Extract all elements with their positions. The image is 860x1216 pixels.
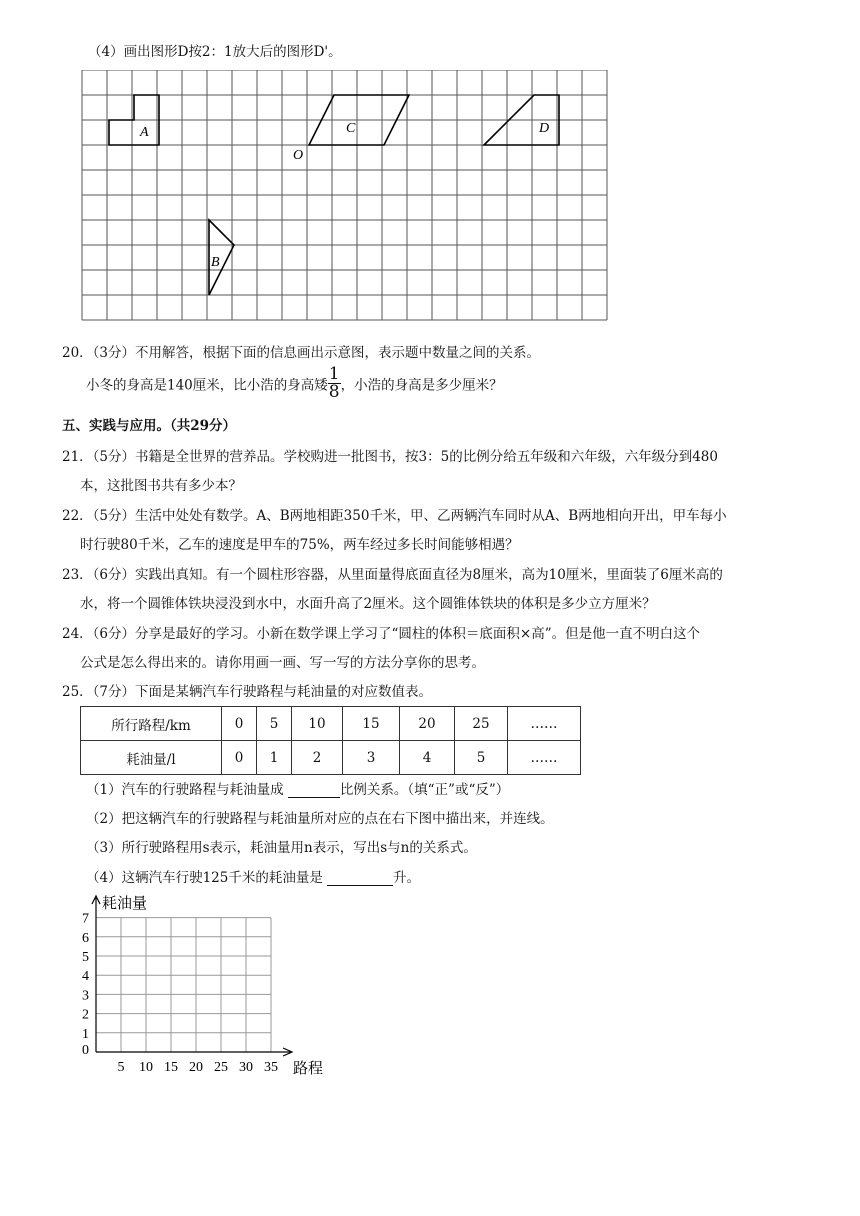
q22-line2: 时行驶80千米，乙车的速度是甲车的75%，两车经过多长时间能够相遇？: [80, 537, 519, 553]
y-tick-label: 5: [82, 950, 89, 965]
table-cell: 10: [292, 707, 343, 741]
q25-sub1: [86, 778, 509, 798]
mileage-fuel-table: [80, 706, 581, 775]
y-tick-label: 6: [82, 930, 89, 946]
y-tick-label: 3: [82, 988, 89, 1004]
y-tick-label: 7: [82, 911, 89, 927]
q20-body: [86, 366, 503, 401]
table-row: [81, 707, 581, 741]
label-c: C: [346, 121, 356, 136]
x-tick-label: 20: [189, 1060, 203, 1075]
y-tick-label: 4: [82, 969, 89, 985]
q25-sub4: [86, 866, 420, 886]
q21-line2: 本，这批图书共有多少本？: [80, 478, 242, 494]
table-cell: 3: [343, 741, 400, 775]
q19-part4-text: （4）画出图形D按2：1放大后的图形D'。: [88, 44, 342, 60]
y-axis-title: 耗油量: [102, 896, 148, 912]
q25-sub1-b: 比例关系。（填“正”或“反”）: [339, 782, 510, 798]
x-tick-label: 15: [164, 1060, 178, 1075]
label-a: A: [140, 125, 149, 140]
q21-line1: 21．（5分）书籍是全世界的营养品。学校购进一批图书，按3：5的比例分给五年级和六年级，六年级分到480: [62, 449, 718, 465]
y-tick-label: 1: [82, 1026, 89, 1042]
fuel-chart: [74, 890, 344, 1080]
fraction-one-eighth: [328, 366, 341, 401]
x-axis-title: 路程: [293, 1061, 324, 1077]
table-cell: 0: [222, 741, 257, 775]
label-d: D: [539, 121, 550, 136]
table-cell: 4: [400, 741, 455, 775]
label-o: O: [293, 148, 304, 163]
q25-sub4-a: （4）这辆汽车行驶125千米的耗油量是: [86, 870, 323, 886]
table-cell: 25: [455, 707, 508, 741]
q25-sub3: （3）所行驶路程用s表示，耗油量用n表示，写出s与n的关系式。: [86, 840, 477, 856]
row-label-fuel: 耗油量/l: [81, 741, 222, 775]
q25-head: 25．（7分）下面是某辆汽车行驶路程与耗油量的对应数值表。: [62, 684, 433, 700]
q25-sub1-a: （1）汽车的行驶路程与耗油量成: [86, 782, 284, 798]
table-cell: ……: [508, 741, 581, 775]
table-row: [81, 741, 581, 775]
answer-blank-2[interactable]: [327, 885, 393, 886]
table-cell: 0: [222, 707, 257, 741]
q24-line2: 公式是怎么得出来的。请你用画一画、写一写的方法分享你的思考。: [80, 655, 485, 671]
q20-text-a: 小冬的身高是140厘米，比小浩的身高矮: [86, 377, 328, 394]
x-tick-label: 10: [139, 1060, 153, 1075]
table-cell: 20: [400, 707, 455, 741]
transform-grid: [80, 70, 610, 324]
table-cell: 5: [455, 741, 508, 775]
x-tick-label: 35: [264, 1060, 278, 1075]
table-cell: 15: [343, 707, 400, 741]
frac-numerator: 1: [328, 364, 340, 384]
q22-line1: 22．（5分）生活中处处有数学。A、B两地相距350千米，甲、乙两辆汽车同时从A、B两地相向开出，甲车每小: [62, 508, 727, 524]
q20-head: 20．（3分）不用解答，根据下面的信息画出示意图，表示题中数量之间的关系。: [62, 345, 541, 361]
q25-sub2: （2）把这辆汽车的行驶路程与耗油量所对应的点在右下图中描出来，并连线。: [86, 811, 554, 827]
frac-denominator: 8: [328, 382, 340, 402]
y-tick-label: 2: [82, 1007, 89, 1023]
q23-line2: 水，将一个圆锥体铁块浸没到水中，水面升高了2厘米。这个圆锥体铁块的体积是多少立方厘米？: [80, 596, 656, 612]
label-b: B: [211, 255, 220, 270]
origin-label: 0: [82, 1043, 89, 1058]
table-cell: 2: [292, 741, 343, 775]
table-cell: 1: [257, 741, 292, 775]
section-five-title: 五、实践与应用。（共29分）: [62, 418, 237, 434]
x-tick-label: 30: [239, 1060, 253, 1075]
x-tick-label: 5: [117, 1060, 125, 1075]
q24-line1: 24．（6分）分享是最好的学习。小新在数学课上学习了“圆柱的体积＝底面积×高”。但是他一直不明白这个: [62, 626, 701, 642]
table-cell: 5: [257, 707, 292, 741]
q25-sub4-b: 升。: [393, 870, 421, 886]
row-label-distance: 所行路程/km: [81, 707, 222, 741]
q20-text-b: ，小浩的身高是多少厘米？: [340, 377, 503, 394]
table-cell: ……: [508, 707, 581, 741]
q23-line1: 23．（6分）实践出真知。有一个圆柱形容器，从里面量得底面直径为8厘米，高为10厘米，里面装了6厘米高的: [62, 567, 723, 583]
answer-blank-1[interactable]: [288, 797, 340, 798]
x-tick-label: 25: [214, 1060, 228, 1075]
